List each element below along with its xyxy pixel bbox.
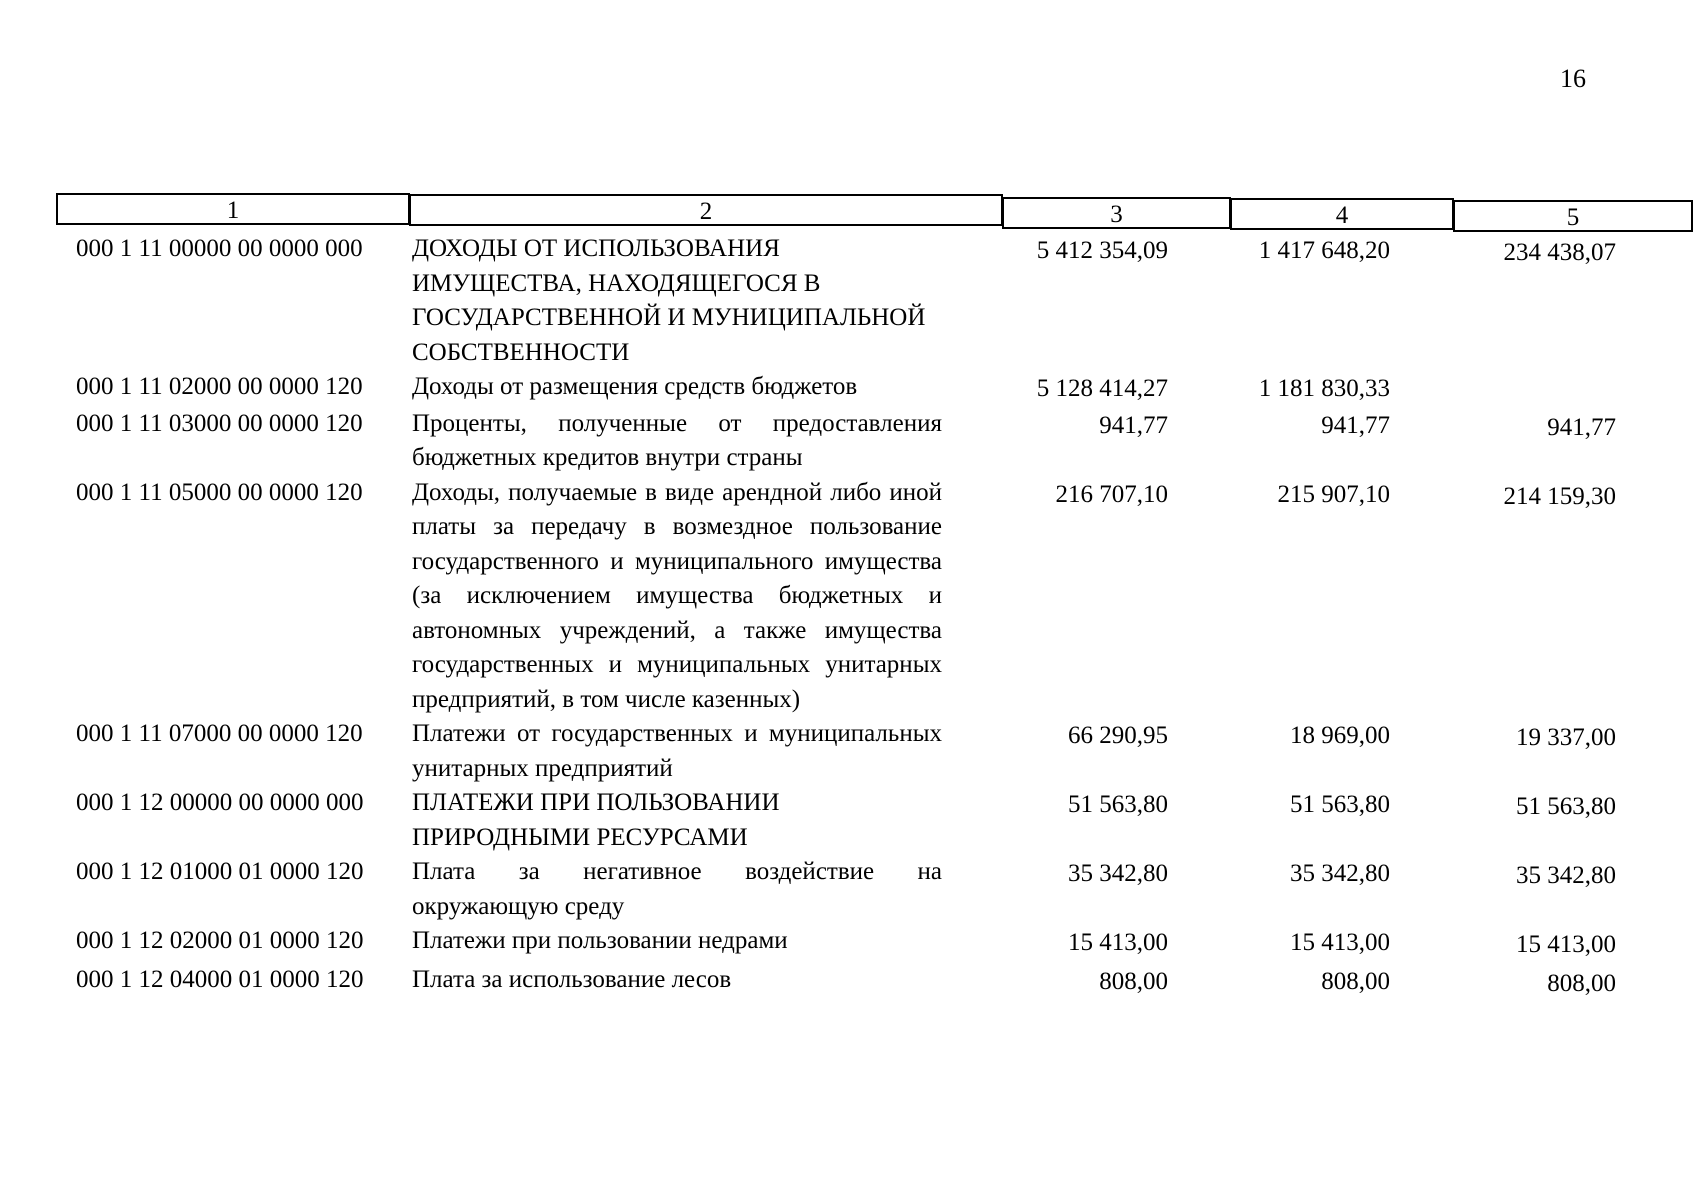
- row-col5: 35 342,80: [1516, 862, 1616, 889]
- row-col4: 51 563,80: [1290, 791, 1390, 818]
- table-body: [0, 232, 1696, 1001]
- row-code: 000 1 11 07000 00 0000 120: [76, 720, 363, 747]
- row-name: Проценты, полученные от предоставления бюджетных кредитов внутри страны: [412, 409, 942, 471]
- row-col5: 214 159,30: [1503, 482, 1616, 510]
- row-name: ПЛАТЕЖИ ПРИ ПОЛЬЗОВАНИИ ПРИРОДНЫМИ РЕСУРСАМИ: [412, 789, 780, 851]
- row-col3: 66 290,95: [1068, 722, 1168, 749]
- row-col4: 15 413,00: [1290, 929, 1390, 956]
- table-row: [0, 786, 1696, 855]
- row-name: Платежи от государственных и муниципальных унитарных предприятий: [412, 720, 942, 782]
- row-name: Плата за негативное воздействие на окружающую среду: [412, 858, 942, 920]
- row-col4: 215 907,10: [1277, 480, 1390, 508]
- row-name: Доходы от размещения средств бюджетов: [412, 373, 858, 400]
- table-row: [0, 407, 1696, 476]
- row-code: 000 1 12 04000 01 0000 120: [76, 965, 364, 993]
- table-row: [0, 476, 1696, 718]
- header-cell-3: 3: [1002, 197, 1231, 229]
- row-col3: 51 563,80: [1068, 791, 1168, 818]
- row-col4: 1 181 830,33: [1258, 375, 1390, 402]
- row-col4: 808,00: [1321, 967, 1390, 995]
- row-code: 000 1 12 02000 01 0000 120: [76, 927, 364, 954]
- table-row: [0, 963, 1696, 1002]
- row-col4: 1 417 648,20: [1258, 237, 1390, 264]
- table-row: [0, 924, 1696, 963]
- row-code: 000 1 12 00000 00 0000 000: [76, 789, 364, 816]
- row-col3: 5 412 354,09: [1036, 237, 1168, 264]
- row-name: ДОХОДЫ ОТ ИСПОЛЬЗОВАНИЯ ИМУЩЕСТВА, НАХОДЯЩЕГОСЯ В ГОСУДАРСТВЕННОЙ И МУНИЦИПАЛЬНОЙ СОБСТВЕННОСТИ: [412, 235, 926, 366]
- header-cell-4: 4: [1230, 198, 1454, 230]
- row-col3: 808,00: [1099, 967, 1168, 995]
- row-col5: [1390, 370, 1616, 407]
- header-cell-2: 2: [409, 194, 1003, 226]
- row-col5: 15 413,00: [1516, 931, 1616, 958]
- row-col3: 5 128 414,27: [1036, 375, 1168, 402]
- row-col3: 15 413,00: [1068, 929, 1168, 956]
- row-name: Доходы, получаемые в виде арендной либо иной платы за передачу в возмездное пользование государственного и муниципального имущества (за исключением имущества бюджетных и автономных учреждений, а также имущества государственных и муниципальных унитарных предприятий, в том числе казенных): [412, 478, 942, 713]
- page-number: 16: [1560, 64, 1586, 93]
- row-col4: 18 969,00: [1290, 722, 1390, 749]
- row-col5: 51 563,80: [1516, 793, 1616, 820]
- row-code: 000 1 12 01000 01 0000 120: [76, 858, 364, 885]
- row-col5: 19 337,00: [1516, 724, 1616, 751]
- row-col4: 941,77: [1321, 411, 1390, 439]
- row-code: 000 1 11 03000 00 0000 120: [76, 409, 363, 437]
- row-col3: 941,77: [1099, 411, 1168, 439]
- row-code: 000 1 11 05000 00 0000 120: [76, 478, 363, 506]
- table-row: [0, 232, 1696, 370]
- row-col5: 808,00: [1547, 969, 1616, 997]
- row-col3: 216 707,10: [1055, 480, 1168, 508]
- row-name: Плата за использование лесов: [412, 965, 732, 993]
- table-row: [0, 855, 1696, 924]
- row-col4: 35 342,80: [1290, 860, 1390, 887]
- row-col3: 35 342,80: [1068, 860, 1168, 887]
- table-row: [0, 370, 1696, 407]
- row-col5: 234 438,07: [1503, 239, 1616, 266]
- header-cell-1: 1: [56, 193, 410, 225]
- table-row: [0, 717, 1696, 786]
- header-cell-5: 5: [1453, 200, 1693, 232]
- row-code: 000 1 11 02000 00 0000 120: [76, 373, 363, 400]
- row-code: 000 1 11 00000 00 0000 000: [76, 235, 363, 262]
- row-name: Платежи при пользовании недрами: [412, 927, 788, 954]
- table-header: [56, 192, 1636, 232]
- row-col5: 941,77: [1547, 413, 1616, 441]
